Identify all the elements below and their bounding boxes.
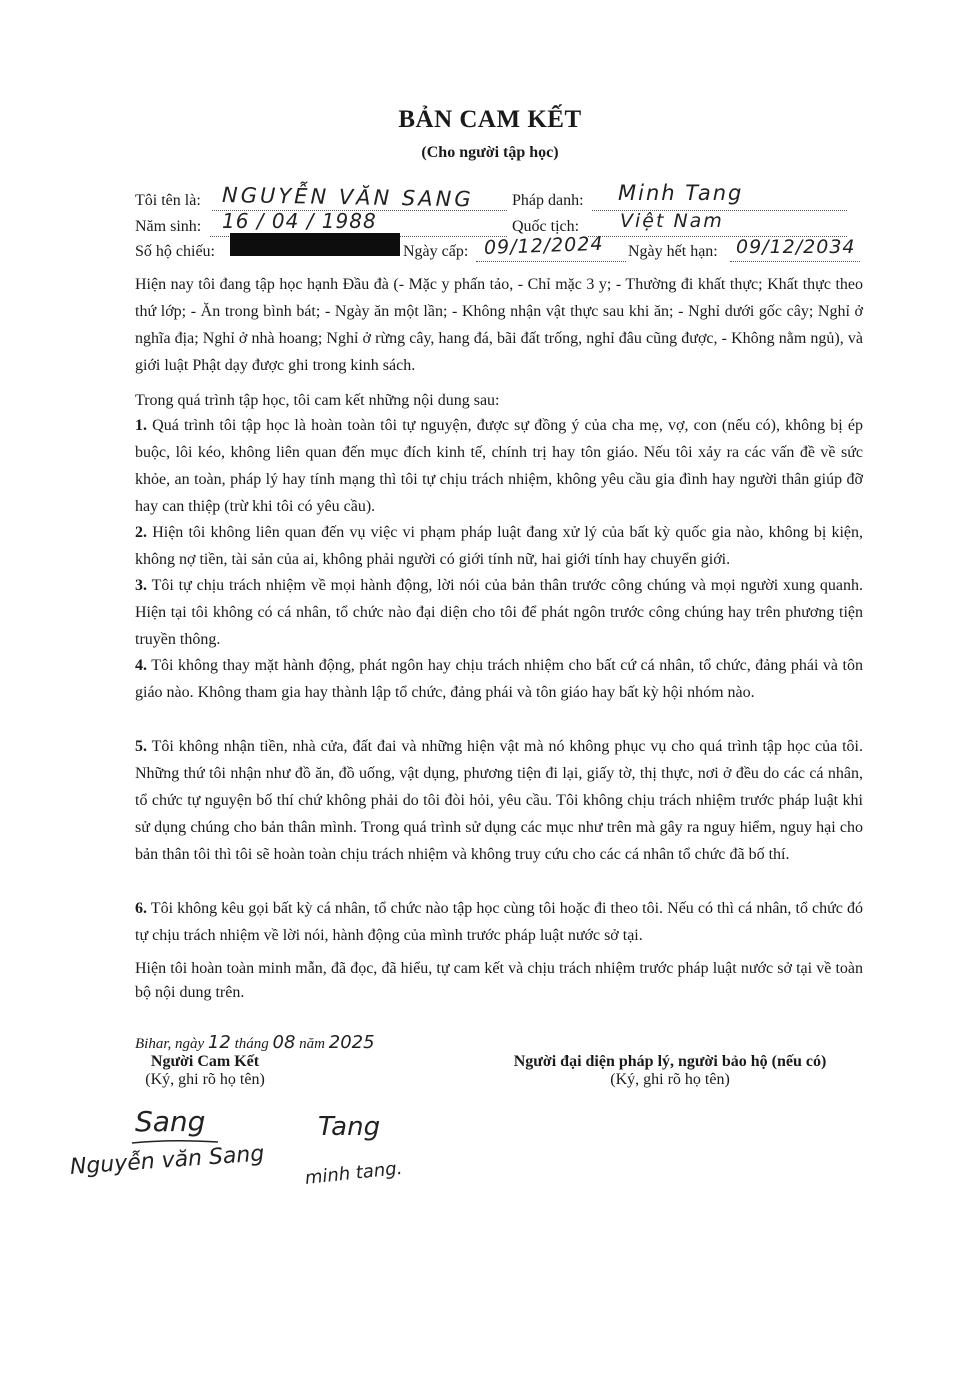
passport-label: Số hộ chiếu: [135,243,215,260]
item-number: 2. [135,524,147,541]
issue-label: Ngày cấp: [403,243,469,260]
commit-item-5 [135,733,863,868]
commit-item-3 [135,572,863,653]
signer-left [110,1053,300,1089]
date-place: Bihar, ngày [135,1036,205,1052]
date-day: 12 [207,1032,231,1053]
signature-fullname-right: minh tang. [303,1157,404,1189]
name-handwritten: NGUYỄN VĂN SANG [221,183,474,212]
commit-intro: Trong quá trình tập học, tôi cam kết những nội dung sau: [135,392,500,409]
item-number: 5. [135,738,147,755]
name-label: Tôi tên là: [135,192,201,209]
issue-handwritten: 09/12/2024 [483,232,604,259]
item-number: 4. [135,657,147,674]
signer-right-note: (Ký, ghi rõ họ tên) [610,1071,730,1088]
redaction-block [230,233,400,256]
item-text: Tôi không kêu gọi bất kỳ cá nhân, tổ chức nào tập học cùng tôi hoặc đi theo tôi. Nếu có thì cá nhân, tổ chức đó tự chịu trách nhiệm về lời nói, hành động của mình trước pháp luật nước sở tại. [135,900,863,944]
signer-right [480,1053,860,1089]
nationality-handwritten: Việt Nam [620,210,724,232]
commit-item-4 [135,652,863,706]
commit-item-2 [135,519,863,573]
date-line [135,1032,375,1053]
signer-left-note: (Ký, ghi rõ họ tên) [145,1071,265,1088]
date-year: 2025 [328,1032,375,1053]
signer-right-title: Người đại diện pháp lý, người bảo hộ (nếu có) [513,1053,827,1070]
commit-item-6 [135,895,863,949]
signature-sang: Sang [135,1105,206,1138]
date-year-label: năm [299,1036,325,1052]
item-number: 6. [135,900,147,917]
item-text: Tôi tự chịu trách nhiệm về mọi hành động, lời nói của bản thân trước công chúng và mọi người xung quanh. Hiện tại tôi không có cá nhân, tổ chức nào đại diện cho tôi để phát ngôn trước công chúng hay trên phương tiện truyền thông. [135,577,863,648]
dharma-handwritten: Minh Tang [618,181,744,205]
item-text: Hiện tôi không liên quan đến vụ việc vi phạm pháp luật đang xử lý của bất kỳ quốc gia nào, không bị kiện, không nợ tiền, tài sản của ai, không phải người có giới tính nữ, hai giới tính hay chuyển giới. [135,524,863,568]
signature-fullname-left: Nguyễn văn Sang [69,1141,266,1180]
date-month: 08 [272,1032,296,1053]
expiry-label: Ngày hết hạn: [628,243,718,260]
item-text: Tôi không nhận tiền, nhà cửa, đất đai và những hiện vật mà nó không phục vụ cho quá trình tập học của tôi. Những thứ tôi nhận như đồ ăn, đồ uống, vật dụng, phương tiện đi lại, giấy tờ, thị thực, nơi ở đều do các cá nhân, tổ chức tự nguyện bố thí chứ không phải do tôi đòi hỏi, yêu cầu. Tôi không chịu trách nhiệm trước pháp luật khi sử dụng chúng cho bản thân mình. Trong quá trình sử dụng các mục như trên mà gây ra nguy hiểm, nguy hại cho bản thân tôi thì tôi sẽ hoàn toàn chịu trách nhiệm và không truy cứu cho các cá nhân tổ chức đã bố thí. [135,738,863,863]
dharma-label: Pháp danh: [512,192,584,209]
date-month-label: tháng [234,1036,269,1052]
intro-paragraph: Hiện nay tôi đang tập học hạnh Đầu đà (- Mặc y phấn tảo, - Chỉ mặc 3 y; - Thường đi khất thực; Khất thực theo thứ lớp; - Ăn trong bình bát; - Ngày ăn một lần; - Không nhận vật thực sau khi ăn; - Nghỉ dưới gốc cây; Nghỉ ở nghĩa địa; Nghỉ ở nhà hoang; Nghỉ ở rừng cây, hang đá, bãi đất trống, nghỉ đâu cũng được, - Không nằm ngủ), và giới luật Phật dạy được ghi trong kinh sách. [135,276,863,374]
signer-left-title: Người Cam Kết [150,1053,260,1070]
document-title: BẢN CAM KẾT [398,106,582,133]
document-subtitle: (Cho người tập học) [421,144,559,161]
birth-label: Năm sinh: [135,218,202,235]
closing-paragraph: Hiện tôi hoàn toàn minh mẫn, đã đọc, đã hiểu, tự cam kết và chịu trách nhiệm trước pháp luật nước sở tại về toàn bộ nội dung trên. [135,960,863,1001]
commit-item-1 [135,412,863,520]
signature-tang: Tang [318,1112,381,1142]
item-number: 3. [135,577,147,594]
item-number: 1. [135,417,147,434]
item-text: Tôi không thay mặt hành động, phát ngôn hay chịu trách nhiệm cho bất cứ cá nhân, tổ chức, đảng phái và tôn giáo nào. Không tham gia hay thành lập tổ chức, đảng phái và tôn giáo hay bất kỳ hội nhóm nào. [135,657,863,701]
item-text: Quá trình tôi tập học là hoàn toàn tôi tự nguyện, được sự đồng ý của cha mẹ, vợ, con (nếu có), không bị ép buộc, lôi kéo, không liên quan đến mục đích kinh tế, chính trị hay tôn giáo. Nếu tôi xảy ra các vấn đề về sức khỏe, an toàn, pháp lý hay tính mạng thì tôi tự chịu trách nhiệm, không yêu cầu gia đình hay người thân giúp đỡ hay can thiệp (trừ khi tôi có yêu cầu). [135,417,863,515]
expiry-handwritten: 09/12/2034 [736,236,856,258]
nationality-label: Quốc tịch: [512,218,580,235]
birth-handwritten: 16 / 04 / 1988 [222,209,377,233]
